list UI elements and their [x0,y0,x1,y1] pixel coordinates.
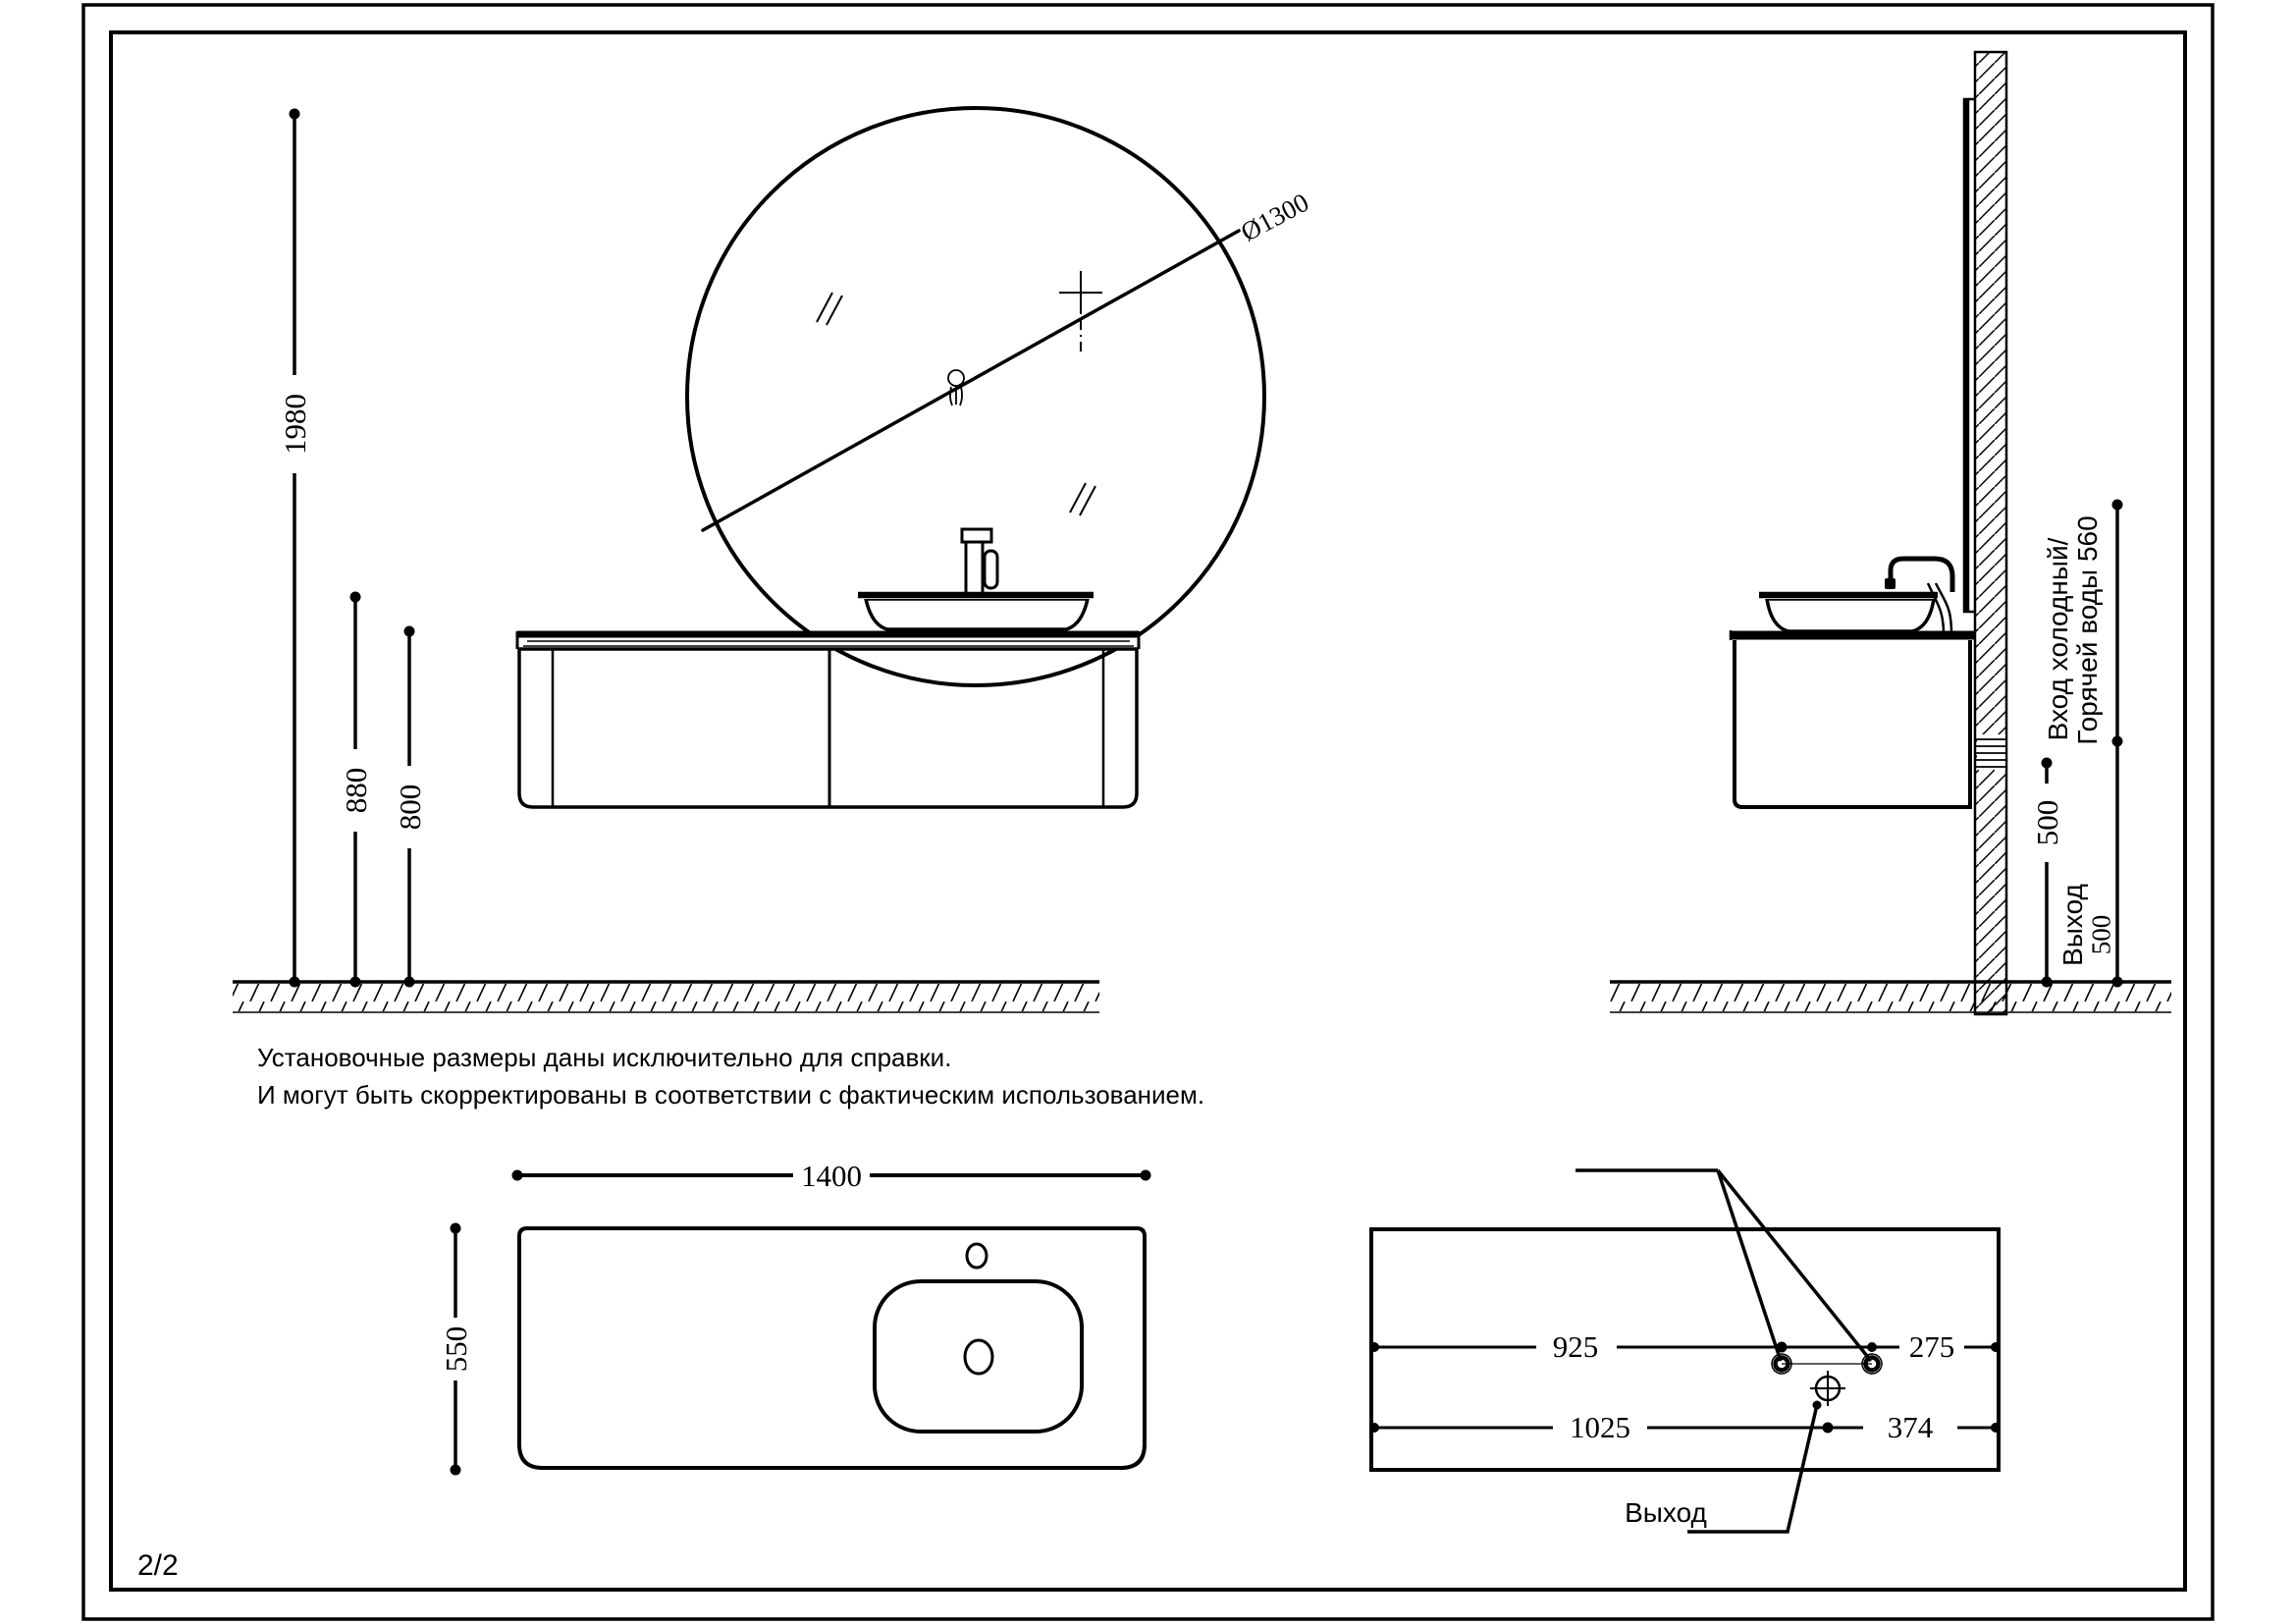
dim-mirror-diameter-label: Ø1300 [1236,187,1314,247]
dim-inlet-from-left-label: 925 [1552,1329,1599,1364]
dim-width-label: 1400 [801,1159,862,1193]
side-floor [1610,982,2171,1012]
inlet-label-line2: Горячей воды 560 [2071,515,2103,745]
dim-counter-height-label: 800 [392,784,427,831]
front-floor [233,982,1099,1012]
dim-total-height-label: 1980 [277,394,312,455]
note-line2: И могут быть скорректированы в соответствии с фактическим использованием. [257,1080,1205,1110]
dim-depth-label: 550 [438,1326,473,1373]
dim-outlet-from-right-label: 374 [1887,1410,1934,1444]
outlet-label: Выход [2056,884,2088,966]
dim-outlet-from-left-label: 1025 [1570,1410,1630,1444]
page-number: 2/2 [137,1549,179,1582]
note-line1: Установочные размеры даны исключительно для справки. [257,1043,952,1072]
dim-sink-height-label: 880 [338,767,373,814]
wall-pipes [1976,734,2007,770]
dim-outlet-height-label: 500 [2029,799,2064,846]
inlet-label-line1: Вход холодный/ [2042,537,2073,741]
rear-outlet-label: Выход [1625,1497,1707,1528]
countertop-side [1731,630,1975,640]
outlet-value-label: 500 [2086,914,2116,955]
countertop-front [517,631,1139,649]
wall-section [1975,52,2006,1014]
dim-inlet-from-right-label: 275 [1908,1329,1955,1364]
